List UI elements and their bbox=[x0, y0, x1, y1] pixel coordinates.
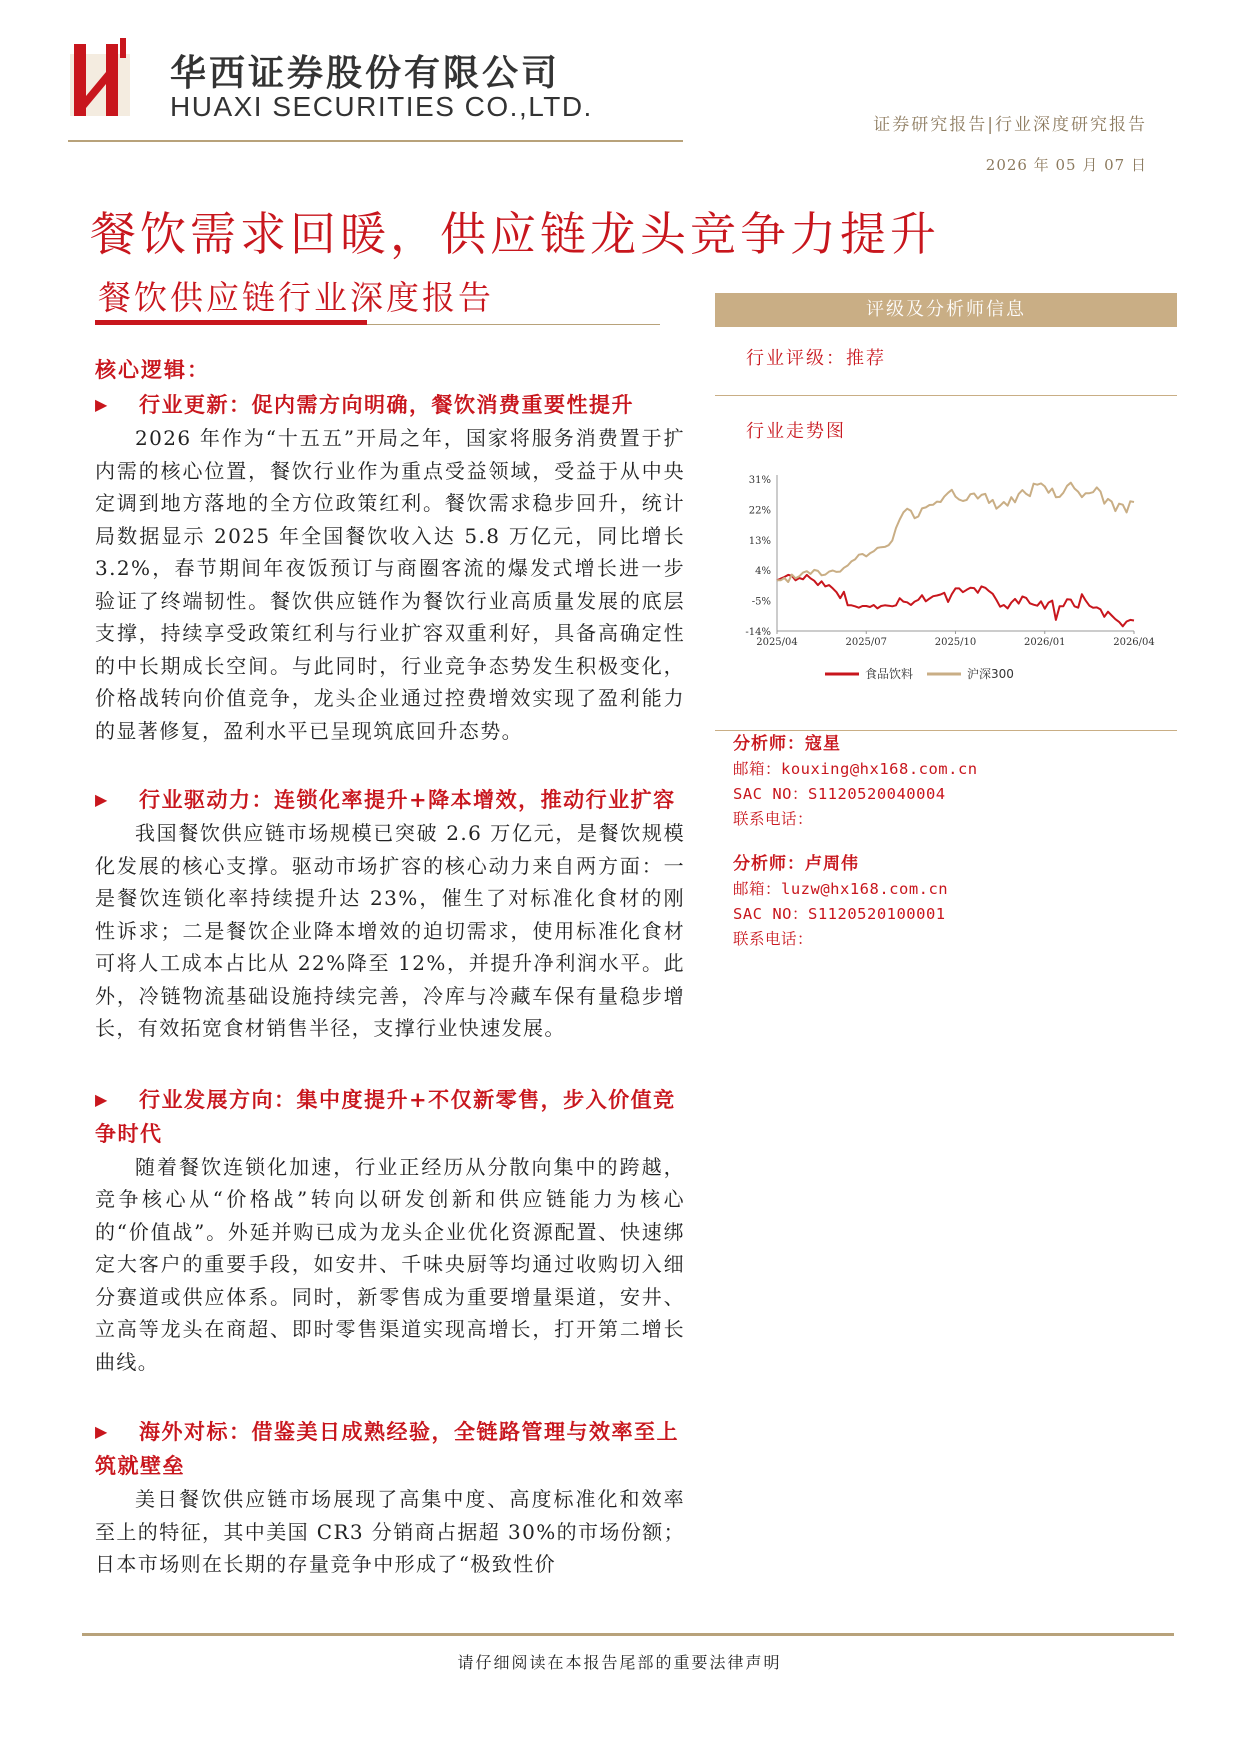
chart-divider bbox=[715, 730, 1177, 731]
legend-label: 食品饮料 bbox=[865, 667, 914, 681]
section-heading: ▶ 行业驱动力：连锁化率提升+降本增效，推动行业扩容 bbox=[95, 783, 685, 817]
report-subtitle: 餐饮供应链行业深度报告 bbox=[98, 278, 494, 317]
analyst-sac-no: SAC NO：S1120520040004 bbox=[733, 785, 946, 803]
series-line-1 bbox=[777, 575, 1134, 626]
analyst-name: 分析师：卢周伟 bbox=[733, 854, 859, 874]
company-name-en: HUAXI SECURITIES CO.,LTD. bbox=[170, 91, 593, 122]
y-tick-label: 4% bbox=[755, 566, 771, 578]
section-heading: ▶ 海外对标：借鉴美日成熟经验，全链路管理与效率至上筑就壁垒 bbox=[95, 1415, 685, 1483]
section-heading: ▶ 行业发展方向：集中度提升+不仅新零售，步入价值竞争时代 bbox=[95, 1083, 685, 1151]
industry-trend-chart bbox=[722, 464, 1172, 696]
header-divider bbox=[68, 140, 683, 142]
section-paragraph: 我国餐饮供应链市场规模已突破 2.6 万亿元，是餐饮规模化发展的核心支撑。驱动市场扩容的核心动力来自两方面：一是餐饮连锁化率持续提升达 23%，催生了对标准化食材的刚性诉求；二是餐饮企业降本增效的迫切需求，使用标准化食材可将人工成本占比从 22%降至 12%，并提升净利润水平。此外，冷链物流基础设施持续完善，冷库与冷藏车保有量稳步增长，有效拓宽食材销售半径，支撑行业快速发展。 bbox=[95, 821, 685, 1040]
x-tick-label: 2026/01 bbox=[1023, 637, 1066, 648]
analyst-sac-no: SAC NO：S1120520100001 bbox=[733, 905, 946, 923]
triangle-bullet-icon: ▶ bbox=[95, 1422, 109, 1441]
report-date: 2026 年 05 月 07 日 bbox=[985, 156, 1147, 174]
y-tick-label: 13% bbox=[748, 535, 771, 547]
series-line-2 bbox=[777, 483, 1134, 582]
analyst-card bbox=[733, 852, 948, 952]
analyst-email[interactable]: 邮箱：luzw@hx168.com.cn bbox=[733, 880, 949, 898]
y-tick-label: 31% bbox=[748, 475, 771, 486]
report-title: 餐饮需求回暖，供应链龙头竞争力提升 bbox=[90, 207, 940, 261]
x-tick-label: 2026/04 bbox=[1113, 637, 1155, 648]
x-tick-label: 2025/07 bbox=[845, 637, 888, 648]
section-paragraph: 美日餐饮供应链市场展现了高集中度、高度标准化和效率至上的特征，其中美国 CR3 分销商占据超 30%的市场份额；日本市场则在长期的存量竞争中形成了“极致性价 bbox=[95, 1487, 686, 1576]
industry-rating: 行业评级：推荐 bbox=[746, 348, 886, 369]
x-tick-label: 2025/10 bbox=[934, 637, 977, 648]
y-tick-label: 22% bbox=[748, 505, 771, 517]
trend-chart-svg bbox=[722, 464, 1172, 696]
x-tick-label: 2025/04 bbox=[756, 637, 798, 648]
section-paragraph: 2026 年作为“十五五”开局之年，国家将服务消费置于扩内需的核心位置，餐饮行业作为重点受益领域，受益于从中央定调到地方落地的全方位政策红利。餐饮需求稳步回升，统计局数据显示 2025 年全国餐饮收入达 5.8 万亿元，同比增长 3.2%，春节期间年夜饭预订与商圈客流的爆发式增长进一步验证了终端韧性。餐饮供应链作为餐饮行业高质量发展的底层支撑，持续享受政策红利与行业扩容双重利好，具备高确定性的中长期成长空间。与此同时，行业竞争态势发生积极变化，价格战转向价值竞争，龙头企业通过控费增效实现了盈利能力的显著修复，盈利水平已呈现筑底回升态势。 bbox=[95, 426, 685, 743]
triangle-bullet-icon: ▶ bbox=[95, 1089, 109, 1109]
triangle-bullet-icon: ▶ bbox=[95, 790, 109, 809]
y-tick-label: -5% bbox=[751, 596, 771, 608]
subtitle-accent-bar bbox=[95, 320, 367, 325]
analyst-phone: 联系电话： bbox=[733, 930, 814, 948]
legal-notice: 请仔细阅读在本报告尾部的重要法律声明 bbox=[457, 1653, 782, 1672]
core-logic-title: 核心逻辑： bbox=[95, 357, 210, 382]
rating-divider bbox=[715, 395, 1177, 396]
rating-analyst-header: 评级及分析师信息 bbox=[715, 293, 1177, 327]
company-logo bbox=[68, 36, 160, 120]
trend-chart-title: 行业走势图 bbox=[746, 421, 846, 442]
company-name-cn: 华西证券股份有限公司 bbox=[170, 53, 561, 94]
analyst-phone: 联系电话： bbox=[733, 810, 814, 828]
y-tick-label: -14% bbox=[745, 627, 771, 638]
footer-divider bbox=[82, 1633, 1174, 1636]
section-paragraph: 随着餐饮连锁化加速，行业正经历从分散向集中的跨越，竞争核心从“价格战”转向以研发创新和供应链能力为核心的“价值战”。外延并购已成为龙头企业优化资源配置、快速绑定大客户的重要手段，如安井、千味央厨等均通过收购切入细分赛道或供应体系。同时，新零售成为重要增量渠道，安井、立高等龙头在商超、即时零售渠道实现高增长，打开第二增长曲线。 bbox=[95, 1154, 685, 1374]
report-type: 证券研究报告|行业深度研究报告 bbox=[873, 115, 1147, 135]
analyst-card bbox=[733, 732, 978, 832]
legend-label: 沪深300 bbox=[967, 667, 1014, 681]
section-heading: ▶ 行业更新：促内需方向明确，餐饮消费重要性提升 bbox=[95, 388, 685, 422]
analyst-email[interactable]: 邮箱：kouxing@hx168.com.cn bbox=[733, 760, 978, 778]
triangle-bullet-icon: ▶ bbox=[95, 395, 109, 414]
analyst-name: 分析师：寇星 bbox=[733, 734, 841, 754]
core-logic-column bbox=[95, 352, 685, 1581]
